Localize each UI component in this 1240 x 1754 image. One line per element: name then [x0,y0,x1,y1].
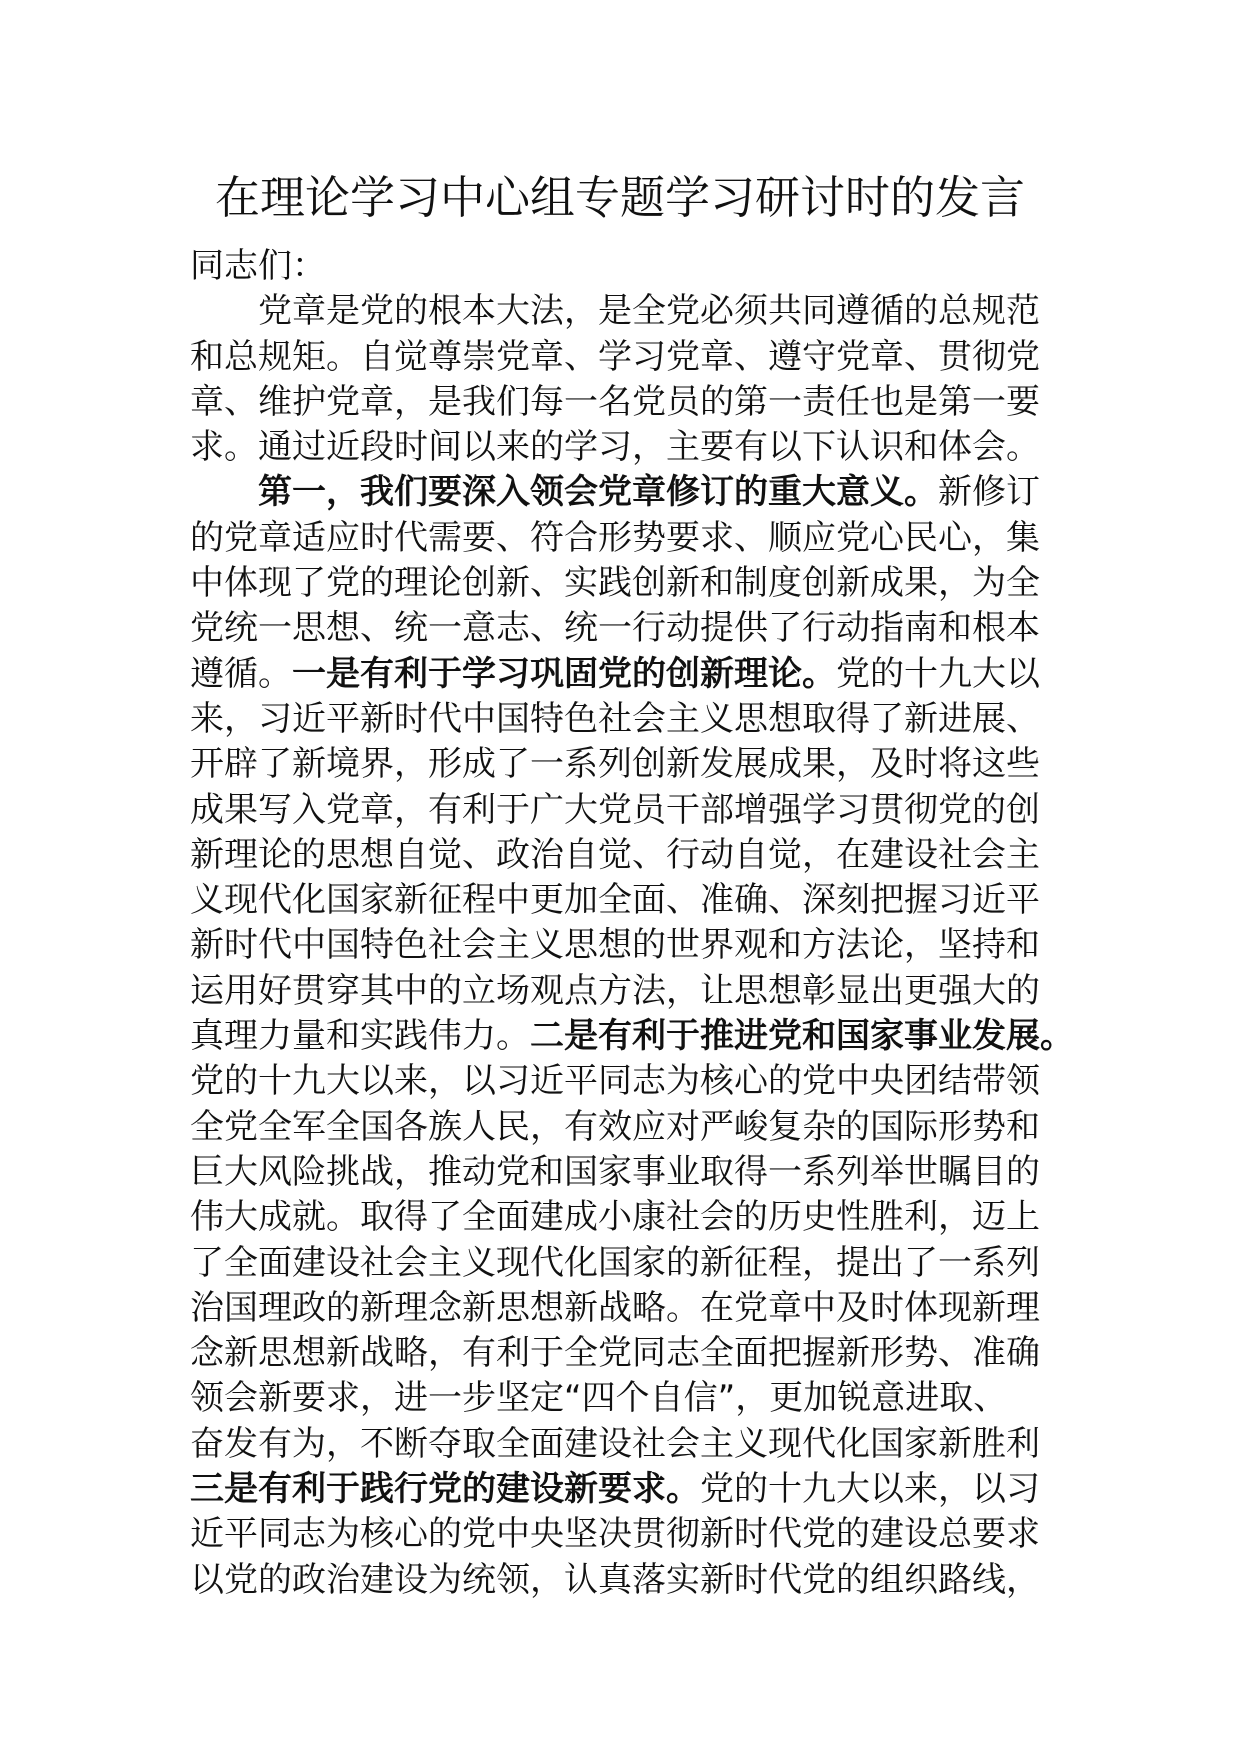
text-line [190,1195,1072,1240]
text-segment: 党章是党的根本大法，是全党必须共同遵循的总规范 [258,291,1040,332]
text-line [190,561,1072,606]
text-line [190,1014,1072,1059]
text-segment: 全党全军全国各族人民，有效应对严峻复杂的国际形势和 [190,1106,1040,1147]
text-line [190,742,1072,787]
text-segment: 伟大成就。取得了全面建成小康社会的历史性胜利，迈上 [190,1197,1040,1238]
text-line [190,697,1072,742]
text-segment: 遵循。 [190,653,292,694]
text-line [190,335,1072,380]
text-segment: 治国理政的新理念新思想新战略。在党章中及时体现新理 [190,1287,1040,1328]
text-line [190,833,1072,878]
text-segment: 了全面建设社会主义现代化国家的新征程，提出了一系列 [190,1242,1040,1283]
text-line [190,652,1072,697]
text-segment: 新时代中国特色社会主义思想的世界观和方法论，坚持和 [190,925,1040,966]
text-segment: 党统一思想、统一意志、统一行动提供了行动指南和根本 [190,608,1040,649]
text-line [190,1241,1072,1286]
text-line [190,516,1072,561]
text-line [190,470,1072,515]
text-line [190,1331,1072,1376]
bold-heading-segment: 三是有利于践行党的建设新要求。 [190,1469,700,1510]
text-line [190,923,1072,968]
document-body [190,244,1072,1603]
text-segment: 奋发有为，不断夺取全面建设社会主义现代化国家新胜利 [190,1423,1040,1464]
text-segment: 念新思想新战略，有利于全党同志全面把握新形势、准确 [190,1333,1040,1374]
text-line [190,1422,1072,1467]
bold-heading-segment: 一是有利于学习巩固党的创新理论。 [292,653,836,694]
text-segment: 以党的政治建设为统领，认真落实新时代党的组织路线， [190,1559,1040,1600]
text-segment: 和总规矩。自觉尊崇党章、学习党章、遵守党章、贯彻党 [190,336,1040,377]
text-segment: 义现代化国家新征程中更加全面、准确、深刻把握习近平 [190,880,1040,921]
text-line [190,1286,1072,1331]
text-segment: 领会新要求，进一步坚定“四个自信”，更加锐意进取、 [190,1378,1008,1419]
text-segment: 党的十九大以来，以习近平同志为核心的党中央团结带领 [190,1061,1040,1102]
text-line [190,1150,1072,1195]
text-segment: 中体现了党的理论创新、实践创新和制度创新成果，为全 [190,563,1040,604]
text-segment: 成果写入党章，有利于广大党员干部增强学习贯彻党的创 [190,789,1040,830]
text-segment: 来，习近平新时代中国特色社会主义思想取得了新进展、 [190,698,1040,739]
text-line [190,1376,1072,1421]
text-segment: 求。通过近段时间以来的学习，主要有以下认识和体会。 [190,427,1040,468]
text-segment: 开辟了新境界，形成了一系列创新发展成果，及时将这些 [190,744,1040,785]
text-line [190,969,1072,1014]
text-line [190,380,1072,425]
text-line [190,1512,1072,1557]
text-segment: 运用好贯穿其中的立场观点方法，让思想彰显出更强大的 [190,970,1040,1011]
text-segment: 的党章适应时代需要、符合形势要求、顺应党心民心，集 [190,517,1040,558]
text-line [190,606,1072,651]
bold-heading-segment: 二是有利于推进党和国家事业发展。 [530,1016,1074,1057]
text-segment: 章、维护党章，是我们每一名党员的第一责任也是第一要 [190,381,1040,422]
text-line [190,1059,1072,1104]
text-segment: 真理力量和实践伟力。 [190,1016,530,1057]
text-line [190,425,1072,470]
text-line [190,878,1072,923]
text-segment: 新修订 [938,472,1040,513]
salutation: 同志们： [190,246,326,286]
text-line [190,1558,1072,1603]
document-title: 在理论学习中心组专题学习研讨时的发言 [214,171,1025,224]
text-segment: 党的十九大以来，以习 [700,1469,1040,1510]
text-line [190,1467,1072,1512]
text-segment: 近平同志为核心的党中央坚决贯彻新时代党的建设总要求 [190,1514,1040,1555]
text-segment: 党的十九大以 [836,653,1040,694]
body-lines [190,289,1072,1603]
text-segment: 新理论的思想自觉、政治自觉、行动自觉，在建设社会主 [190,834,1040,875]
bold-heading-segment: 第一，我们要深入领会党章修订的重大意义。 [258,472,938,513]
text-line [190,788,1072,833]
text-line [190,1105,1072,1150]
text-line [190,289,1072,334]
text-segment: 巨大风险挑战，推动党和国家事业取得一系列举世瞩目的 [190,1151,1040,1192]
